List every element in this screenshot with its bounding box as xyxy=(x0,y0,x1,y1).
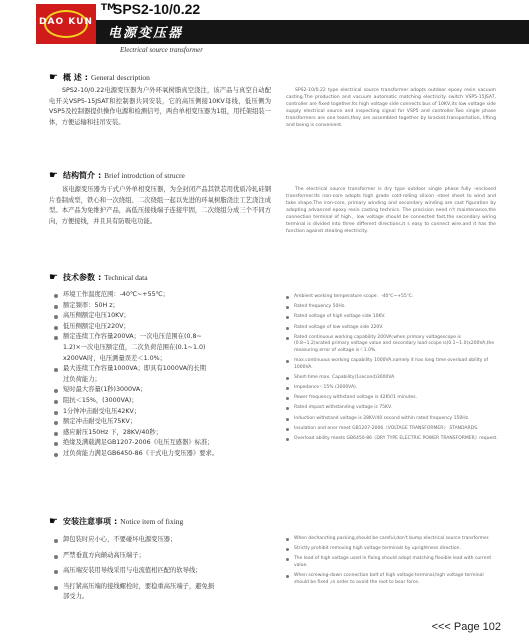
bullet-dot-icon xyxy=(54,336,58,340)
list-item xyxy=(54,566,280,577)
list-item xyxy=(286,335,498,355)
bullet-dot-icon xyxy=(286,327,289,330)
list-item-continuation xyxy=(54,375,280,386)
list-item-text: 当打紧高压端的接线螺栓时，要稳重高压端子，避免损 xyxy=(63,582,215,590)
list-item-text: Strictly prohibit removing high voltage terminals by uprightness direction. xyxy=(294,546,461,552)
list-item-text: 1.2)×一次电压额定值，二次负荷范围在(0.1~1.0) xyxy=(63,343,206,351)
bullet-dot-icon xyxy=(286,418,289,421)
list-item xyxy=(286,358,498,371)
list-item xyxy=(54,290,280,301)
trademark-mark: TM xyxy=(100,3,116,13)
bullet-dot-icon xyxy=(286,548,289,551)
bullet-dot-icon xyxy=(286,538,289,541)
list-item xyxy=(286,405,498,412)
list-item-text: 环境工作温度范围：-40℃~+55℃； xyxy=(63,291,169,298)
list-item xyxy=(286,416,498,423)
pointing-hand-icon: ☛ xyxy=(49,72,58,83)
bullet-dot-icon xyxy=(286,438,289,441)
list-item-text: Induction withstand voltage is 28KV/40 second within rated frequency 150Hz. xyxy=(294,415,470,421)
bullet-dot-icon xyxy=(54,389,58,393)
list-item-text: 额定频率：50H z； xyxy=(63,301,119,309)
model-number: SPS2-10/0.22 xyxy=(113,1,201,17)
bullet-dot-icon xyxy=(54,294,58,298)
list-item-text: 低压侧额定电压220V； xyxy=(63,322,130,330)
bullet-dot-icon xyxy=(54,570,58,574)
list-item-text: When dechanrting packing,should be careful,don't bump electrical source transformer. xyxy=(294,536,490,541)
list-item-text: 阻抗＜15%，(3000VA)； xyxy=(63,396,138,404)
bullet-dot-icon xyxy=(286,387,289,390)
bullet-dot-icon xyxy=(286,397,289,400)
list-item-text: Short-time max. Capability(1second)3000VA. xyxy=(294,374,396,380)
bullet-dot-icon xyxy=(286,558,289,561)
list-item xyxy=(286,375,498,382)
list-item xyxy=(54,322,280,333)
list-item-continuation xyxy=(54,343,280,354)
installation-list-en xyxy=(286,536,498,590)
bullet-dot-icon xyxy=(54,539,58,543)
pointing-hand-icon: ☛ xyxy=(49,272,58,283)
section-heading-structure xyxy=(49,170,185,181)
list-item-text: The lead of high voltage used in fixing should adopt matching flexible lead with current value. xyxy=(294,556,492,568)
list-item-text: 过负荷能力； xyxy=(63,375,101,383)
section-title-cn: 安装注意事项 xyxy=(62,517,111,526)
list-item-text: 短时最大容量(1秒)3000VA； xyxy=(63,386,147,394)
bullet-dot-icon xyxy=(54,305,58,309)
page-header xyxy=(0,0,529,62)
list-item-text: Rated voltage of high voltage side 10KV. xyxy=(294,314,386,320)
list-item xyxy=(54,551,280,562)
list-item xyxy=(286,546,498,553)
list-item xyxy=(286,573,498,586)
bullet-dot-icon xyxy=(54,453,58,457)
bullet-dot-icon xyxy=(54,555,58,559)
list-item-text: Rated continuous working capability 200VA;when primary voltagescope is (0.8~1.2)xrated primary voltage value and secondary load scope is(0.1~1.0)x200VA,the measuring error of voltage is＜1.0%. xyxy=(294,334,495,353)
bullet-dot-icon xyxy=(286,428,289,431)
section-heading-technical xyxy=(49,272,148,283)
section-title-en: Brief introdction of strucre xyxy=(104,171,185,180)
list-item-text: Rated voltage of low voltage side 220V. xyxy=(294,324,384,330)
list-item xyxy=(54,385,280,396)
technical-data-list-en xyxy=(286,294,498,446)
list-item xyxy=(54,332,280,343)
list-item-text: Overload ability meets GB6450-86《DRY TYPE ELECTRIC POWER TRANSFORMER》request. xyxy=(294,436,498,442)
pointing-hand-icon: ☛ xyxy=(49,516,58,527)
list-item xyxy=(54,311,280,322)
list-item xyxy=(286,436,498,443)
list-item xyxy=(54,396,280,407)
general-description-en: SPS2-10/0.22 type electrical source transformer adopts outdoor epoxy resin vacuum casting.The production and vacuum automatic matching electricity switch VSP5-15JSAT, controller are fixed together.Its high voltage side connects bus of 10KV,its low voltage side supply electrical source and inspecting signal for VSP5 and controller.Two single phase transformers are one team,they are assembled together by bracket.transportation, lifting and being is convenient. xyxy=(286,88,496,128)
brand-logo xyxy=(36,3,116,44)
list-item xyxy=(54,535,280,546)
list-item xyxy=(54,582,280,593)
list-item-continuation xyxy=(54,592,280,603)
bullet-dot-icon xyxy=(54,315,58,319)
bullet-dot-icon xyxy=(286,316,289,319)
page-number: <<< Page 102 xyxy=(431,621,501,633)
bullet-dot-icon xyxy=(286,296,289,299)
title-bar xyxy=(96,20,529,44)
bullet-dot-icon xyxy=(54,368,58,372)
logo-text: DAO KUN xyxy=(39,17,93,27)
colon-separator: : xyxy=(113,517,118,526)
list-item-text: 高压侧额定电压10KV； xyxy=(63,312,130,320)
list-item xyxy=(286,385,498,392)
list-item xyxy=(54,449,280,460)
colon-separator: : xyxy=(97,273,102,282)
list-item-text: max.continuous working capability 1000VA,namely it has long time overload ability of 1000VA. xyxy=(294,358,489,370)
list-item xyxy=(286,536,498,543)
list-item xyxy=(54,428,280,439)
bullet-dot-icon xyxy=(286,575,289,578)
list-item-text: 过负荷能力满足GB6450-86《干式电力变压器》要求。 xyxy=(63,449,219,457)
list-item-text: 1分钟冲击耐受电压42KV； xyxy=(63,407,141,415)
section-title-en: Notice item of fixing xyxy=(120,517,184,526)
list-item-text: 高压端安装用导线采用与电流值相匹配的软导线； xyxy=(63,567,202,575)
product-subtitle: Electrical source transformer xyxy=(120,46,203,54)
colon-separator: : xyxy=(97,171,102,180)
bullet-dot-icon xyxy=(286,337,289,340)
list-item-text: 严禁垂直方向颠动高压端子； xyxy=(63,551,145,559)
list-item-text: 额定连续工作容量200VA；一次电压范围在(0.8~ xyxy=(63,333,202,341)
technical-data-list-cn xyxy=(54,290,280,460)
list-item-text: Rated frequency 50Hz. xyxy=(294,304,346,310)
list-item-text: Ambient working temperature scope：-40℃~+55℃. xyxy=(294,294,414,299)
structure-description-en: The electrical source transformer is dry type outdoor single phase fully -enclosed transformer.Its iron-core adopts high grade cold-rolling silicon -steel sheet to wind and take shape.The iron-core, primary winding and secondary winding are cast figuration by adopting advanced epoxy resin casting technics. The precision need n't maintenance,the connection terminal of high、low voltage should be connected fast,the secondary wiring terminal is divided into three different directions,it s easy to connect wire,and it has the function against stealing electricity. xyxy=(286,187,496,234)
list-item xyxy=(286,325,498,332)
bullet-dot-icon xyxy=(54,586,58,590)
product-title: 电源变压器 xyxy=(108,26,184,41)
bullet-dot-icon xyxy=(286,407,289,410)
list-item xyxy=(286,304,498,311)
bullet-dot-icon xyxy=(54,411,58,415)
list-item-text: Impedance＜15% (3000VA). xyxy=(294,385,358,391)
pointing-hand-icon: ☛ xyxy=(49,170,58,181)
bullet-dot-icon xyxy=(54,421,58,425)
section-title-cn: 结构简介 xyxy=(62,171,95,180)
section-title-cn: 概 述 xyxy=(62,73,82,82)
bullet-dot-icon xyxy=(286,306,289,309)
section-title-cn: 技术参数 xyxy=(62,273,95,282)
section-heading-general xyxy=(49,72,150,83)
list-item-text: 感应耐压150Hz 下，28KV/40秒； xyxy=(63,428,163,436)
bullet-dot-icon xyxy=(286,377,289,380)
structure-description-cn: 该电源变压器为干式户外单相变压器，为全封闭产品其铁芯用优质冷轧硅钢片卷制成型，铁心和一次绕组、二次绕组一起以先进的环氧树脂浇注工艺浇注成型。本产品为免维护产品，高低压接线端子连接牢固，二次绕组分成三个不同方向，方便接线，并且具有防吸电功能。 xyxy=(49,186,271,225)
list-item xyxy=(54,438,280,449)
list-item-text: x200VA时，电压测量误差＜1.0%； xyxy=(63,354,166,362)
section-title-en: Technical data xyxy=(104,273,148,282)
list-item-text: 额定冲击耐受电压75KV； xyxy=(63,418,137,426)
bullet-dot-icon xyxy=(286,360,289,363)
list-item-text: 绝缘及满载满足GB1207-2006《电压互感器》标准； xyxy=(63,439,214,447)
list-item-continuation xyxy=(54,354,280,365)
bullet-dot-icon xyxy=(54,326,58,330)
installation-list-cn xyxy=(54,535,280,608)
list-item-text: 部受力。 xyxy=(63,593,89,601)
bullet-dot-icon xyxy=(54,432,58,436)
list-item xyxy=(286,556,498,569)
list-item xyxy=(54,364,280,375)
list-item xyxy=(286,294,498,301)
list-item-text: Rated impact withstanding voltage is 75KV. xyxy=(294,405,392,411)
list-item-text: 卸包装时应小心，不要碰坏电源变压器； xyxy=(63,536,177,543)
list-item-text: When screwing-down connection bolt of high voltage terminal,high voltage terminal should be fixed ,in order to avoid the root to bear force. xyxy=(294,573,484,585)
list-item-text: Power frequency withstand voltage is 42KV/1 minutes. xyxy=(294,395,418,401)
section-heading-installation xyxy=(49,516,183,527)
general-description-cn: SPS2-10/0.22电源变压器为户外环氧树脂真空浇注，该产品与真空自动配电开关VSP5-15JSAT和控制器共同安装，它的高压侧接10KV母线，低压侧为VSP5及控制器提供操作电源和检测信号，两台单相变压器为1组，用托架组装一体，方便运输和挂吊安装。 xyxy=(49,87,271,126)
list-item xyxy=(286,314,498,321)
bullet-dot-icon xyxy=(54,400,58,404)
list-item xyxy=(286,395,498,402)
list-item xyxy=(54,301,280,312)
list-item xyxy=(54,407,280,418)
list-item xyxy=(286,426,498,433)
list-item-text: Insulation and enor meet GB1207-2006《VOLTAGE TRANSFORMER》 STANDARDS. xyxy=(294,425,479,431)
colon-separator: : xyxy=(84,73,88,82)
list-item xyxy=(54,417,280,428)
list-item-text: 最大连续工作容量1000VA；即具有1000VA的长期 xyxy=(63,365,206,373)
section-title-en: General description xyxy=(90,73,150,82)
bullet-dot-icon xyxy=(54,442,58,446)
